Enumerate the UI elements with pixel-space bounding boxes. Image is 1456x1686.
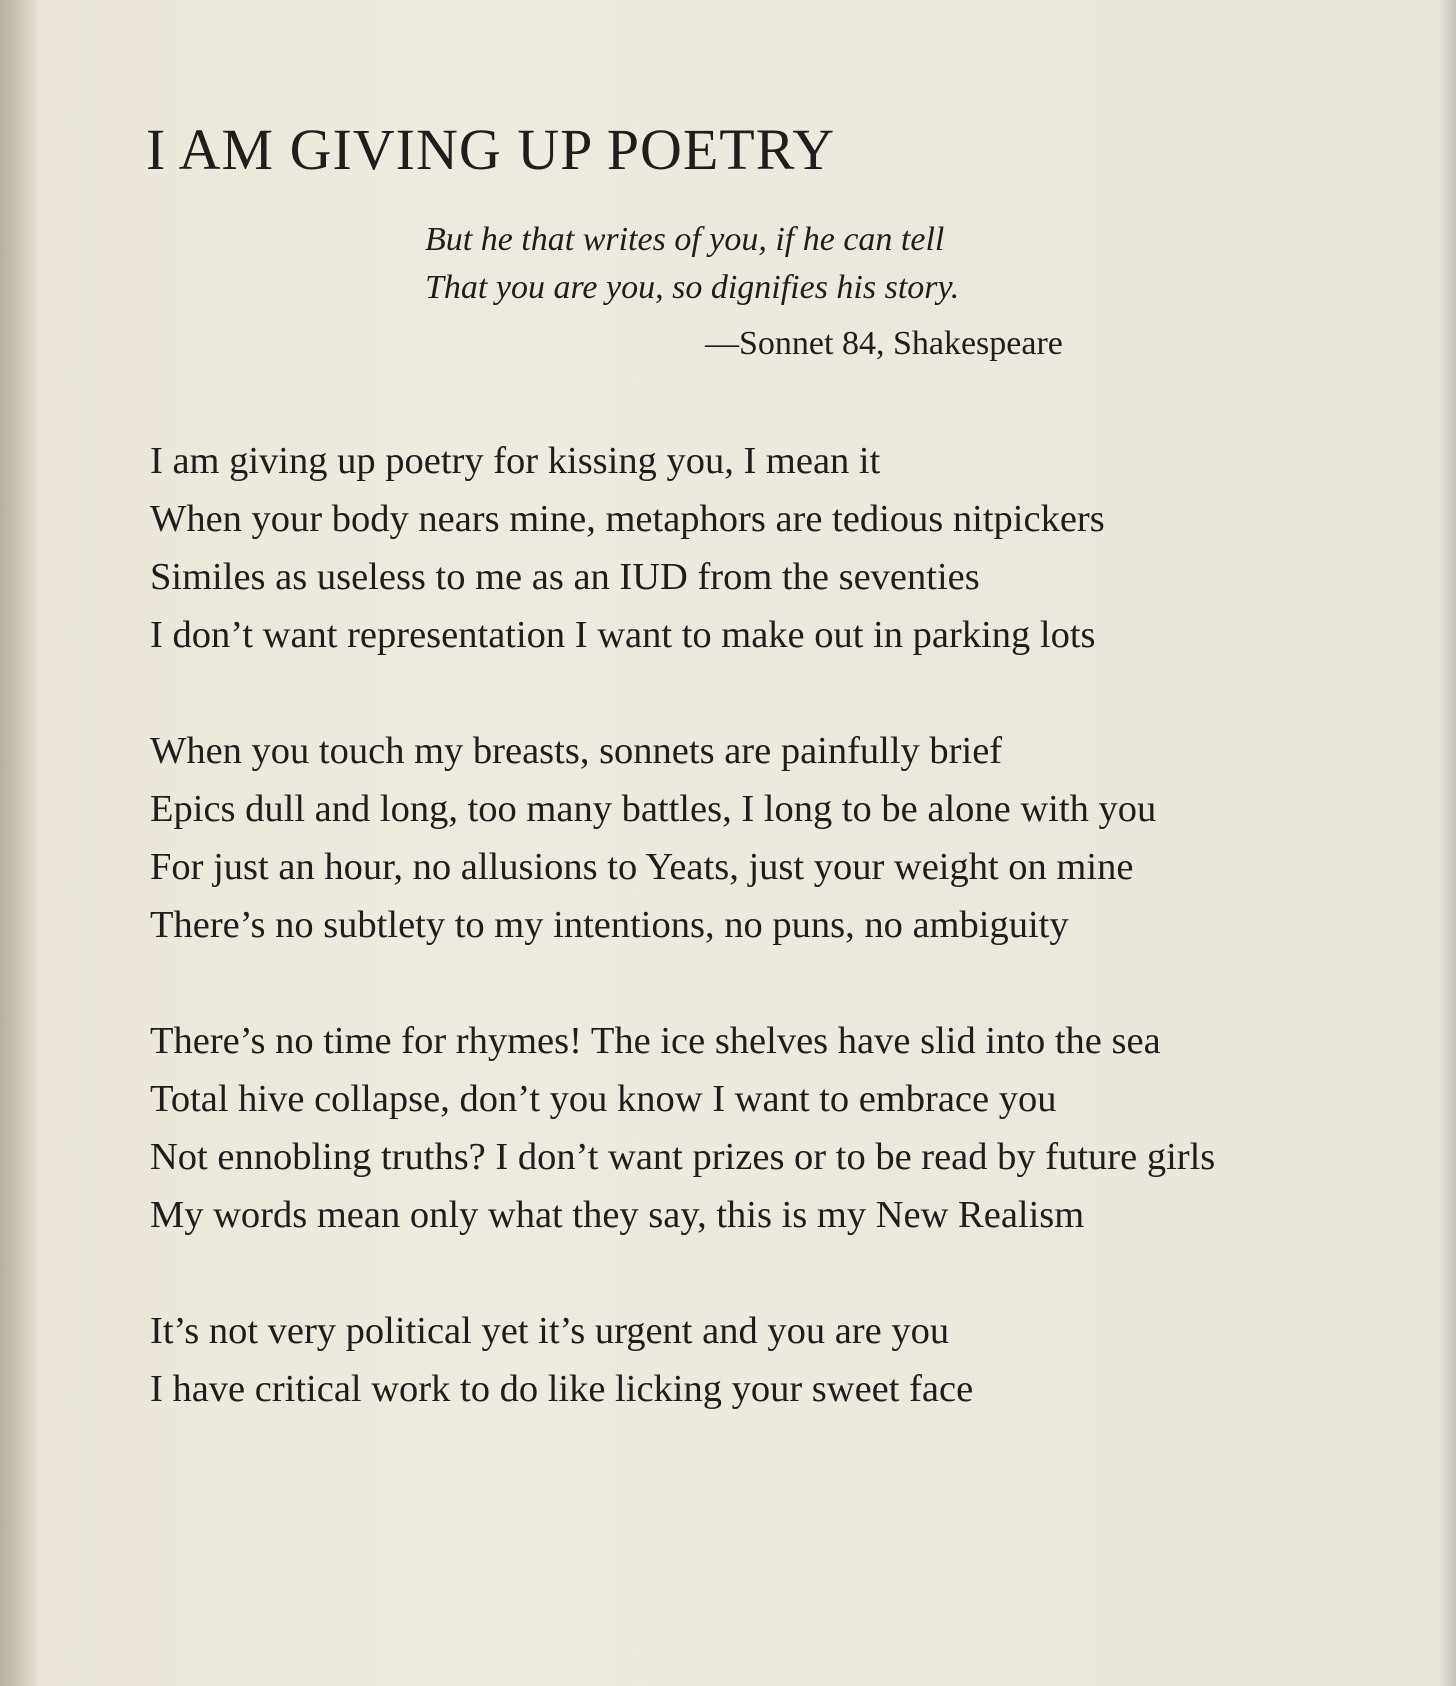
- poem-line: Total hive collapse, don’t you know I want to embrace you: [150, 1078, 1057, 1120]
- poem-line: There’s no subtlety to my intentions, no puns, no ambiguity: [150, 904, 1069, 946]
- poem-line: It’s not very political yet it’s urgent and you are you: [150, 1310, 950, 1352]
- poem-line: Similes as useless to me as an IUD from the seventies: [150, 556, 980, 598]
- poem-line: My words mean only what they say, this is my New Realism: [150, 1194, 1085, 1236]
- page-edge: [1438, 0, 1456, 1686]
- epigraph-line: That you are you, so dignifies his story.: [425, 269, 960, 306]
- stanza-2: [150, 722, 1390, 954]
- page-gutter-shadow: [0, 0, 40, 1686]
- epigraph-attribution: —Sonnet 84, Shakespeare: [705, 325, 1063, 362]
- poem-body: [150, 432, 1390, 1418]
- epigraph: [425, 216, 1390, 368]
- epigraph-line: But he that writes of you, if he can tell: [425, 221, 945, 258]
- poem-line: Epics dull and long, too many battles, I long to be alone with you: [150, 788, 1157, 830]
- poem-line: Not ennobling truths? I don’t want prizes or to be read by future girls: [150, 1136, 1216, 1178]
- poem: [146, 110, 1390, 1476]
- poem-line: I don’t want representation I want to make out in parking lots: [150, 614, 1096, 656]
- poem-line: For just an hour, no allusions to Yeats, just your weight on mine: [150, 846, 1134, 888]
- poem-line: I have critical work to do like licking your sweet face: [150, 1368, 974, 1410]
- stanza-4: [150, 1302, 1390, 1418]
- poem-title: I AM GIVING UP POETRY: [146, 117, 836, 182]
- poem-line: When you touch my breasts, sonnets are painfully brief: [150, 730, 1003, 772]
- poem-line: I am giving up poetry for kissing you, I mean it: [150, 440, 881, 482]
- stanza-3: [150, 1012, 1390, 1244]
- poem-line: When your body nears mine, metaphors are tedious nitpickers: [150, 498, 1105, 540]
- stanza-1: [150, 432, 1390, 664]
- poem-line: There’s no time for rhymes! The ice shelves have slid into the sea: [150, 1020, 1161, 1062]
